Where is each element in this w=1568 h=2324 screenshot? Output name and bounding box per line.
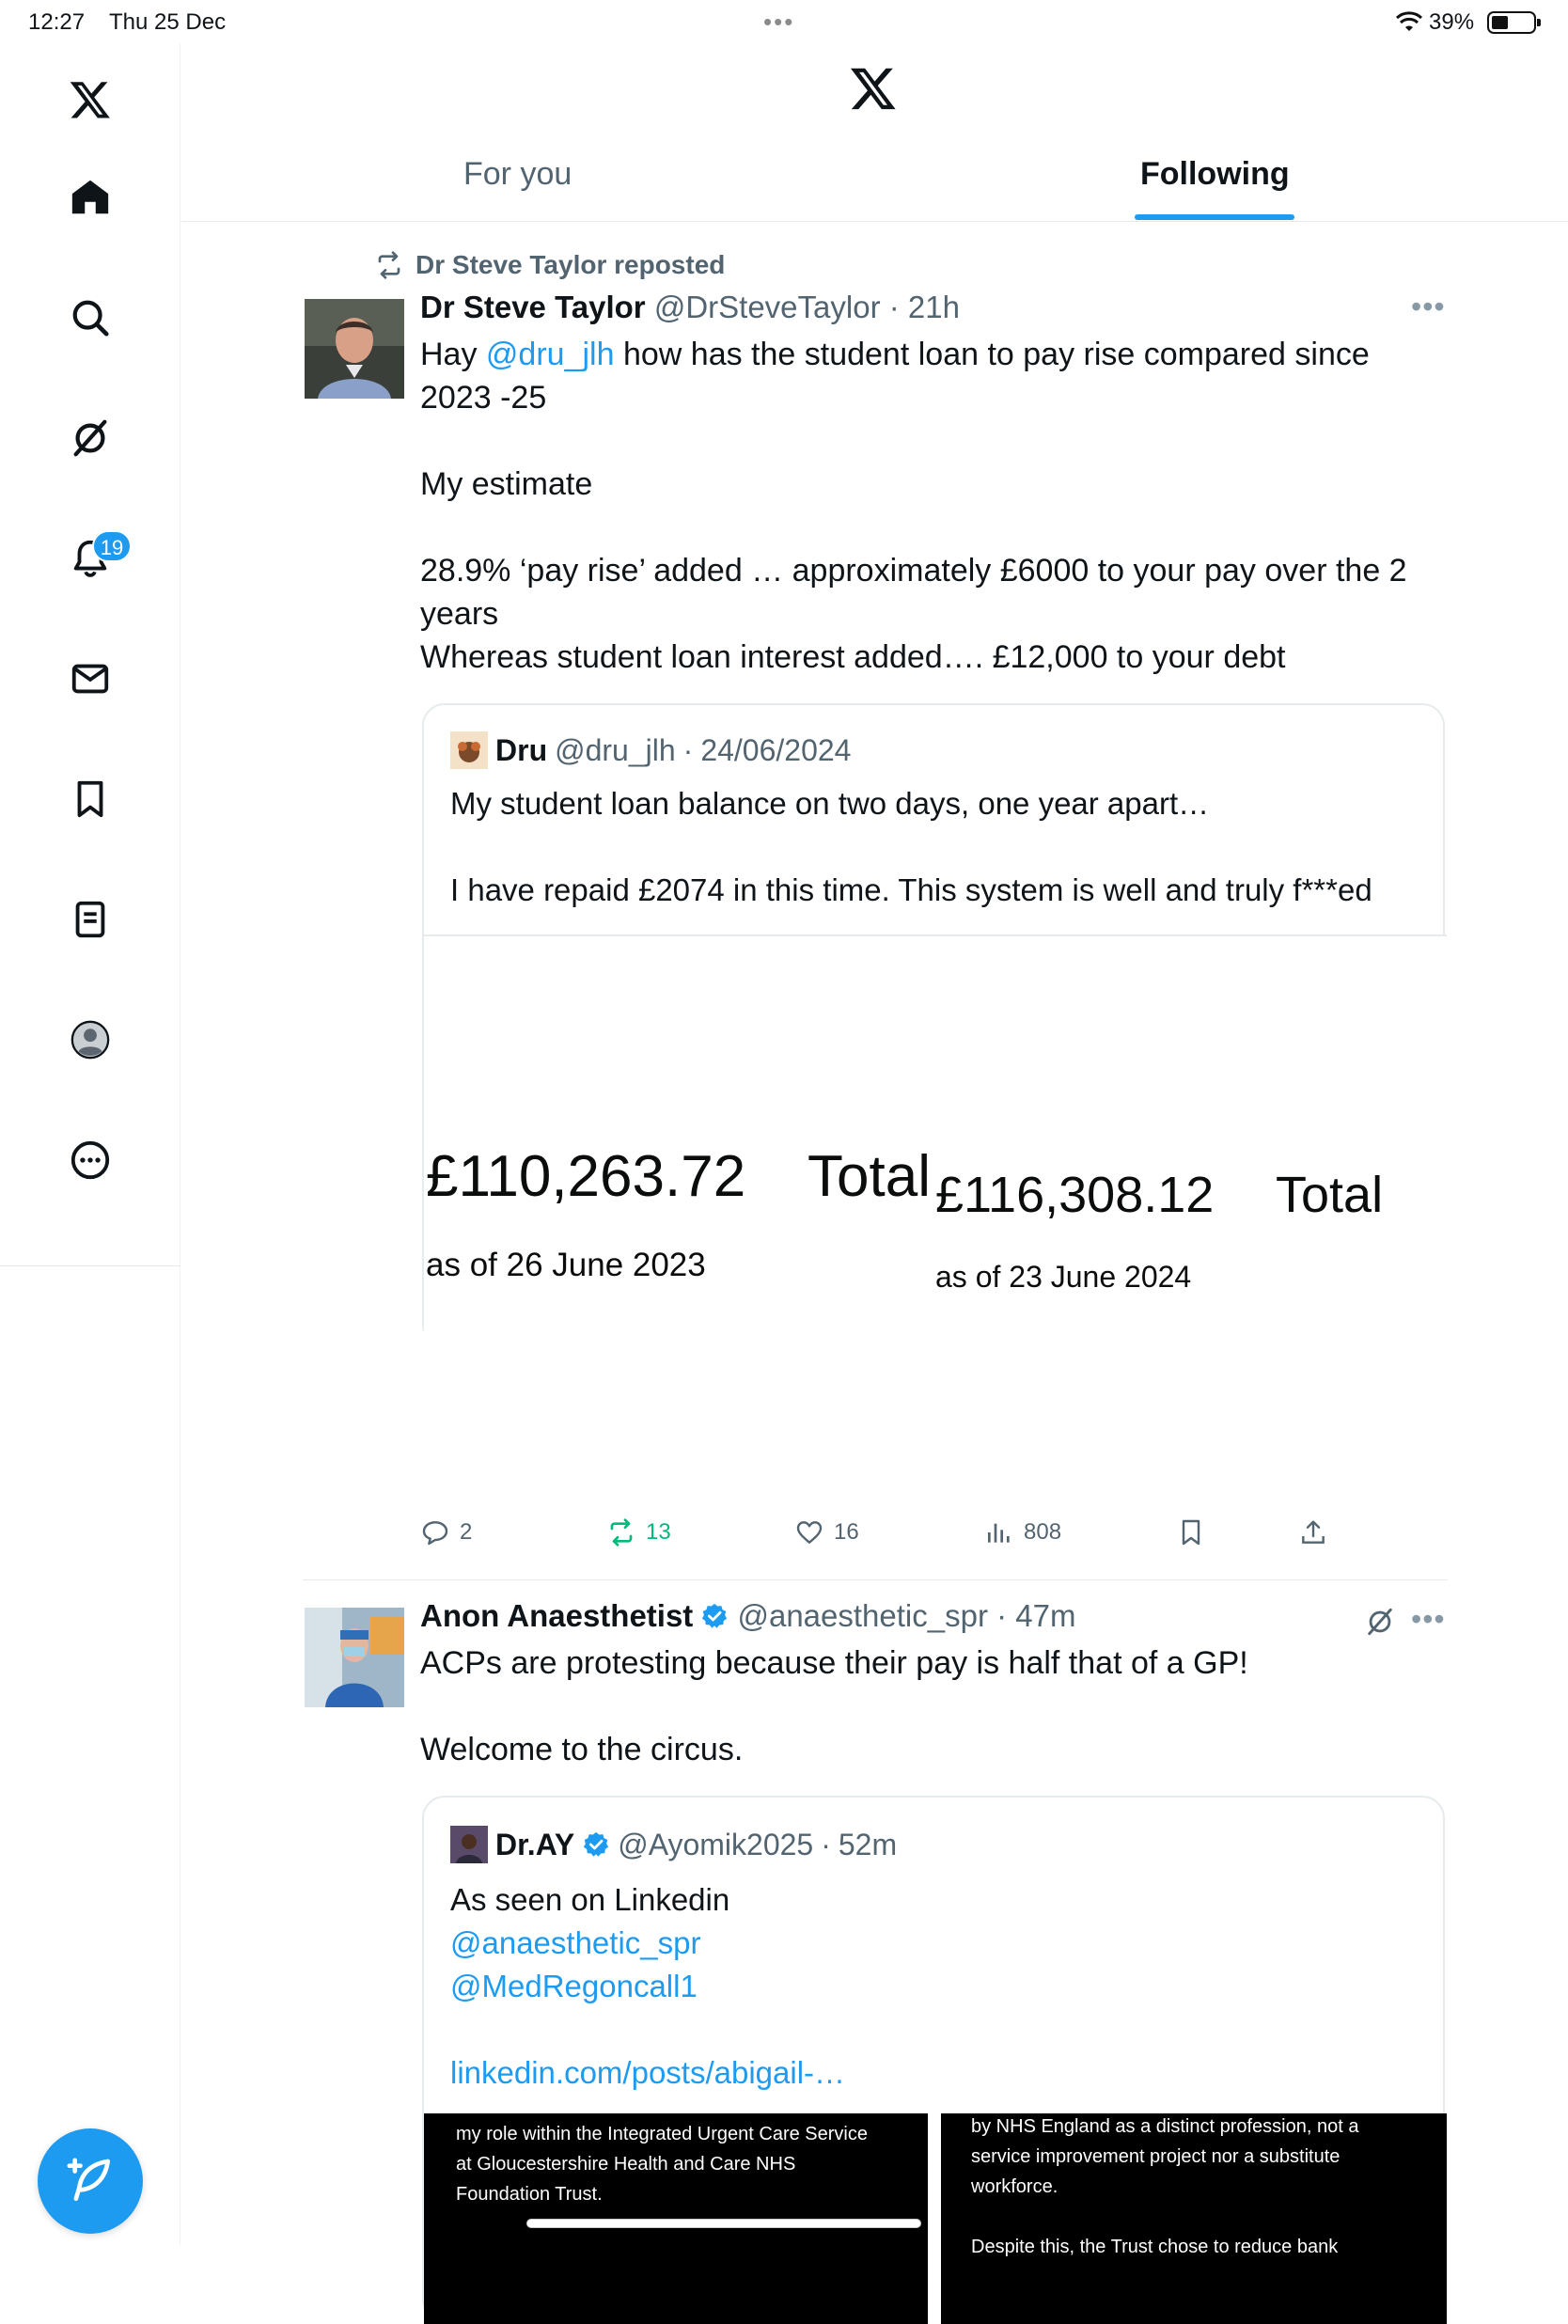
author-name[interactable]: Anon Anaesthetist — [420, 1598, 694, 1633]
tab-for-you[interactable]: For you — [463, 156, 572, 192]
home-icon[interactable] — [56, 164, 124, 231]
loan-total-label-2023: Total — [808, 1144, 931, 1209]
timeline-feed — [181, 222, 1568, 2257]
status-date: Thu 25 Dec — [109, 9, 227, 35]
quoted-author-handle: @Ayomik2025 — [618, 1827, 814, 1861]
avatar — [450, 1826, 488, 1863]
repost-count: 13 — [646, 1519, 671, 1545]
profile-icon[interactable] — [56, 1006, 124, 1074]
quoted-tweet-time: 52m — [838, 1827, 898, 1861]
heart-icon — [794, 1517, 824, 1547]
grok-icon[interactable] — [56, 404, 124, 472]
image-text-right: by NHS England as a distinct profession, not a service improvement project nor a substitute workforce. Despite this, the Trust chose to reduce bank — [971, 2116, 1359, 2257]
lists-icon[interactable] — [56, 886, 124, 953]
bookmark-button[interactable] — [1176, 1517, 1206, 1547]
loan-amount-2024: £116,308.12 — [935, 1167, 1215, 1223]
avatar — [450, 731, 488, 769]
verified-badge-icon — [582, 1830, 610, 1859]
notification-count-badge: 19 — [92, 530, 132, 562]
quoted-author-name: Dr.AY — [495, 1827, 575, 1861]
more-icon[interactable] — [56, 1126, 124, 1194]
bookmark-icon — [1176, 1517, 1206, 1547]
status-time: 12:27 — [28, 9, 86, 35]
quoted-tweet-image[interactable] — [424, 934, 1447, 1348]
search-icon[interactable] — [56, 284, 124, 352]
author-name[interactable]: Dr Steve Taylor — [420, 290, 646, 324]
quoted-tweet[interactable] — [422, 703, 1445, 1346]
tab-following[interactable]: Following — [1140, 156, 1290, 192]
sidebar — [0, 43, 180, 2245]
loan-date-2023: as of 26 June 2023 — [426, 1247, 706, 1283]
battery-percent: 39% — [1429, 9, 1475, 35]
tweet-divider — [303, 1579, 1448, 1580]
repost-button[interactable] — [606, 1517, 671, 1547]
status-bar — [0, 0, 1568, 43]
tweet-time[interactable]: 47m — [1015, 1598, 1076, 1633]
wifi-icon — [1395, 9, 1423, 34]
more-options-icon[interactable]: ••• — [1411, 290, 1446, 323]
quoted-tweet[interactable] — [422, 1796, 1445, 2322]
x-logo-icon[interactable] — [849, 64, 898, 113]
tweet-text: Hay @dru_jlh how has the student loan to pay rise compared since 2023 -25 My estimate 28.9% ‘pay rise’ added … approximately £6000 to your pay over the 2 years Whereas student loan interest added…. £12,000 to your debt — [420, 337, 1407, 675]
image-gap — [928, 2113, 941, 2324]
mention-link[interactable]: @anaesthetic_spr — [450, 1925, 701, 1960]
like-button[interactable] — [794, 1517, 859, 1547]
mention-link[interactable]: @dru_jlh — [485, 337, 615, 372]
more-options-icon[interactable]: ••• — [1411, 1602, 1446, 1636]
tweet-header: Dr Steve Taylor @DrSteveTaylor · 21h — [420, 290, 960, 324]
tweet-header: Anon Anaesthetist @anaesthetic_spr · 47m — [420, 1598, 1076, 1633]
quoted-tweet-header: Dru @dru_jlh · 24/06/2024 — [450, 731, 851, 769]
views-button[interactable] — [984, 1517, 1061, 1547]
repost-label: Dr Steve Taylor reposted — [416, 250, 726, 279]
messages-icon[interactable] — [56, 645, 124, 713]
like-count: 16 — [834, 1519, 859, 1545]
repost-icon — [374, 250, 404, 280]
mention-link[interactable]: @MedRegoncall1 — [450, 1969, 698, 2003]
tweet-text: ACPs are protesting because their pay is half that of a GP! Welcome to the circus. — [420, 1645, 1248, 1767]
repost-indicator[interactable] — [374, 250, 725, 280]
views-icon — [984, 1517, 1014, 1547]
compose-feather-icon — [64, 2155, 117, 2207]
author-handle[interactable]: @DrSteveTaylor — [653, 290, 881, 324]
tweet-time[interactable]: 21h — [907, 290, 960, 324]
tweet-actions — [420, 1517, 1360, 1555]
compose-post-button[interactable] — [38, 2128, 143, 2234]
loan-amount-2023: £110,263.72 — [426, 1144, 746, 1209]
quoted-author-name: Dru — [495, 732, 548, 767]
reply-icon — [420, 1517, 450, 1547]
verified-badge-icon — [700, 1602, 729, 1630]
quoted-tweet-text: My student loan balance on two days, one year apart… I have repaid £2074 in this time. This system is well and truly f***ed — [450, 786, 1372, 907]
author-handle[interactable]: @anaesthetic_spr — [737, 1598, 988, 1633]
multitasking-dots-icon[interactable]: ••• — [763, 8, 795, 36]
home-indicator[interactable] — [526, 2219, 921, 2228]
quoted-tweet-date: 24/06/2024 — [700, 732, 852, 767]
active-tab-indicator — [1135, 214, 1294, 220]
repost-icon — [606, 1517, 636, 1547]
avatar[interactable] — [305, 1608, 404, 1707]
image-text-left: my role within the Integrated Urgent Care Service at Gloucestershire Health and Care NHS Foundation Trust. — [456, 2124, 868, 2205]
share-icon — [1298, 1517, 1328, 1547]
quoted-tweet-text: As seen on Linkedin @anaesthetic_spr @MedRegoncall1 linkedin.com/posts/abigail-… — [450, 1882, 846, 2090]
view-count: 808 — [1024, 1519, 1062, 1545]
timeline-header — [181, 43, 1568, 222]
reply-count: 2 — [460, 1519, 473, 1545]
battery-icon — [1487, 11, 1536, 34]
x-logo-icon[interactable] — [56, 66, 124, 133]
loan-total-label-2024: Total — [1276, 1167, 1384, 1223]
loan-date-2024: as of 23 June 2024 — [935, 1260, 1192, 1294]
reply-button[interactable] — [420, 1517, 472, 1547]
bookmarks-icon[interactable] — [56, 765, 124, 833]
grok-icon[interactable] — [1364, 1606, 1396, 1638]
avatar[interactable] — [305, 299, 404, 399]
quoted-author-handle: @dru_jlh — [555, 732, 676, 767]
share-button[interactable] — [1298, 1517, 1328, 1547]
quoted-tweet-header: Dr.AY @Ayomik2025 · 52m — [450, 1826, 897, 1863]
linkedin-link[interactable]: linkedin.com/posts/abigail-… — [450, 2055, 846, 2090]
sidebar-divider — [0, 1265, 180, 1266]
